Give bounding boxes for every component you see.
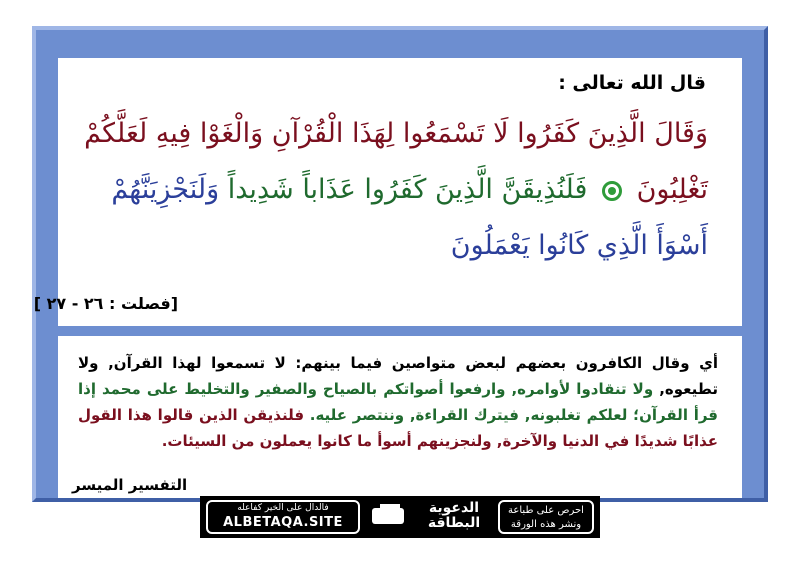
quran-verse — [80, 106, 708, 274]
dal-text: فالدال على الخير كفاعله — [237, 503, 329, 513]
note-line-1: احرص على طباعة — [508, 505, 584, 516]
verse-part-3: وَلَنَجْزِيَنَّهُمْ أَسْوَأَ الَّذِي كَانُوا يَعْمَلُونَ — [111, 174, 708, 261]
albetaqa-logo — [416, 500, 492, 534]
tafsir-text — [78, 350, 718, 454]
tafsir-part-2: ولا تنقادوا لأوامره, وارفعوا أصواتكم بالصياح والصفير والتخليط على محمد إذا قرأ القرآن؛ لعلكم تغلبونه, فيترك القراءة, وننتصر عليه. — [78, 380, 718, 424]
footer-banner — [200, 496, 600, 538]
tafsir-part-3: فلنذيقن الذين قالوا هذا القول عذابًا شديدًا في الدنيا والآخرة, ولنجزينهم أسوأ ما كانوا يعملون من السيئات. — [78, 406, 718, 450]
ayah-end-icon — [602, 181, 622, 201]
site-box — [206, 500, 360, 534]
note-line-2: ونشر هذه الورقة — [510, 519, 582, 530]
verse-part-2: فَلَنُذِيقَنَّ الَّذِينَ كَفَرُوا عَذَاباً شَدِيداً — [227, 174, 588, 205]
printer-icon — [366, 500, 410, 534]
verse-panel — [33, 58, 742, 326]
verse-heading: قال الله تعالى : — [558, 72, 706, 94]
tafsir-part-1: أي وقال الكافرون بعضهم لبعض متواصين فيما بينهم: لا تسمعوا لهذا القرآن, ولا تطيعوه, — [78, 354, 718, 398]
verse-part-1: وَقَالَ الَّذِينَ كَفَرُوا لَا تَسْمَعُوا لِهَذَا الْقُرْآنِ وَالْغَوْا فِيهِ لَعَلَّكُمْ تَغْلِبُونَ — [84, 118, 708, 205]
verse-reference: [فصلت : ٢٦ - ٢٧ ] — [33, 294, 178, 313]
tafsir-source: التفسير الميسر — [72, 476, 188, 494]
site-link[interactable]: ALBETAQA.SITE — [223, 515, 343, 530]
print-note — [498, 500, 594, 534]
logo-line-1: الدعوية — [428, 500, 480, 516]
logo-line-2: البطاقة — [427, 515, 481, 531]
tafsir-panel — [58, 336, 742, 498]
